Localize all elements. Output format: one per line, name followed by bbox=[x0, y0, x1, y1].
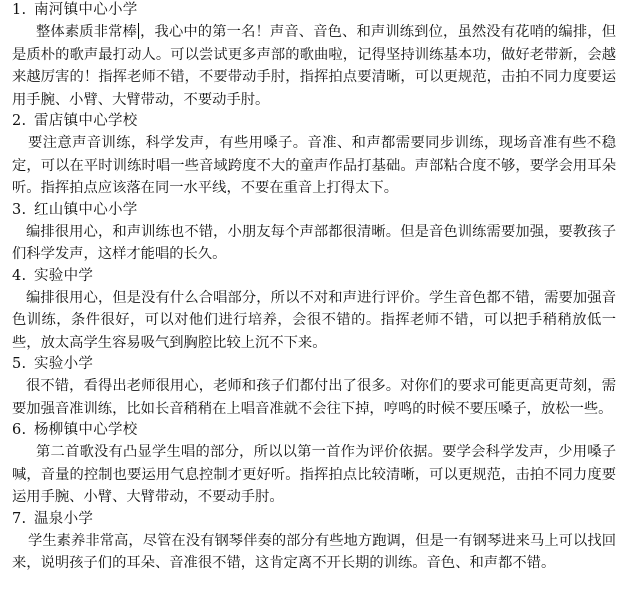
section-number: 4. bbox=[12, 267, 27, 284]
school-name: 雷店镇中心学校 bbox=[34, 113, 138, 129]
section-7 bbox=[12, 509, 616, 575]
section-heading bbox=[12, 509, 616, 530]
section-6 bbox=[12, 420, 616, 509]
section-heading bbox=[12, 200, 616, 221]
comment-text-start: 整体素质非常棒 bbox=[36, 24, 137, 40]
section-comment: 编排很用心，和声训练也不错，小朋友每个声部都很清晰。但是音色训练需要加强，要教孩子们科学发声，这样才能唱的长久。 bbox=[12, 223, 616, 262]
section-comment: 学生素养非常高，尽管在没有钢琴伴奏的部分有些地方跑调，但是一有钢琴进来马上可以找回来，说明孩子们的耳朵、音准很不错，这肯定离不开长期的训练。音色、和声都不错。 bbox=[12, 532, 616, 571]
section-heading bbox=[12, 111, 616, 132]
section-comment: 要注意声音训练，科学发声，有些用嗓子。音准、和声都需要同步训练，现场音准有些不稳定，可以在平时训练时唱一些音域跨度不大的童声作品打基础。声部粘合度不够，要学会用耳朵听。指挥拍点应该落在同一水平线，不要在重音上打得太下。 bbox=[12, 135, 616, 196]
document-body bbox=[12, 0, 616, 575]
section-1 bbox=[12, 0, 616, 111]
comment-text-rest: ，我心中的第一名！声音、音色、和声训练到位，虽然没有花哨的编排，但是质朴的歌声最打动人。可以尝试更多声部的歌曲啦，记得坚持训练基本功，做好老带新，会越来越厉害的！指挥老师不错，不要带动手肘，指挥拍点要清晰，可以更规范，击拍不同力度要运用手腕、小臂、大臂带动，不要动手肘。 bbox=[12, 24, 617, 108]
text-cursor bbox=[138, 23, 139, 39]
section-number: 3. bbox=[12, 201, 27, 218]
school-name: 南河镇中心小学 bbox=[34, 2, 138, 18]
section-5 bbox=[12, 354, 616, 420]
school-name: 杨柳镇中心学校 bbox=[34, 422, 138, 438]
section-comment: 第二首歌没有凸显学生唱的部分，所以以第一首作为评价依据。要学会科学发声，少用嗓子喊，音量的控制也要运用气息控制才更好听。指挥拍点比较清晰，可以更规范，击拍不同力度要运用手腕、小臂、大臂带动，不要动手肘。 bbox=[12, 444, 616, 505]
section-number: 5. bbox=[12, 356, 27, 372]
section-number: 1. bbox=[12, 2, 27, 18]
section-heading bbox=[12, 0, 616, 21]
section-number: 7. bbox=[12, 510, 27, 527]
school-name: 红山镇中心小学 bbox=[34, 201, 138, 218]
section-heading bbox=[12, 420, 616, 441]
section-comment: 编排很用心，但是没有什么合唱部分，所以不对和声进行评价。学生音色都不错，需要加强音色训练，条件很好，可以对他们进行培养，会很不错的。指挥老师不错，可以把手稍稍放低一些，放太高学生容易吸气到胸腔比较上沉不下来。 bbox=[12, 289, 616, 351]
section-2 bbox=[12, 111, 616, 200]
section-3 bbox=[12, 200, 616, 266]
section-number: 2. bbox=[12, 113, 27, 129]
section-heading bbox=[12, 266, 616, 287]
school-name: 实验小学 bbox=[34, 356, 94, 372]
school-name: 实验中学 bbox=[34, 267, 94, 284]
school-name: 温泉小学 bbox=[34, 510, 94, 527]
section-comment bbox=[12, 21, 616, 111]
section-comment: 很不错，看得出老师很用心，老师和孩子们都付出了很多。对你们的要求可能更高更苛刻，需要加强音准训练，比如长音稍稍在上唱音准就不会往下掉，哼鸣的时候不要压嗓子，放松一些。 bbox=[12, 378, 616, 417]
section-number: 6. bbox=[12, 422, 27, 438]
section-heading bbox=[12, 354, 616, 375]
section-4 bbox=[12, 266, 616, 355]
